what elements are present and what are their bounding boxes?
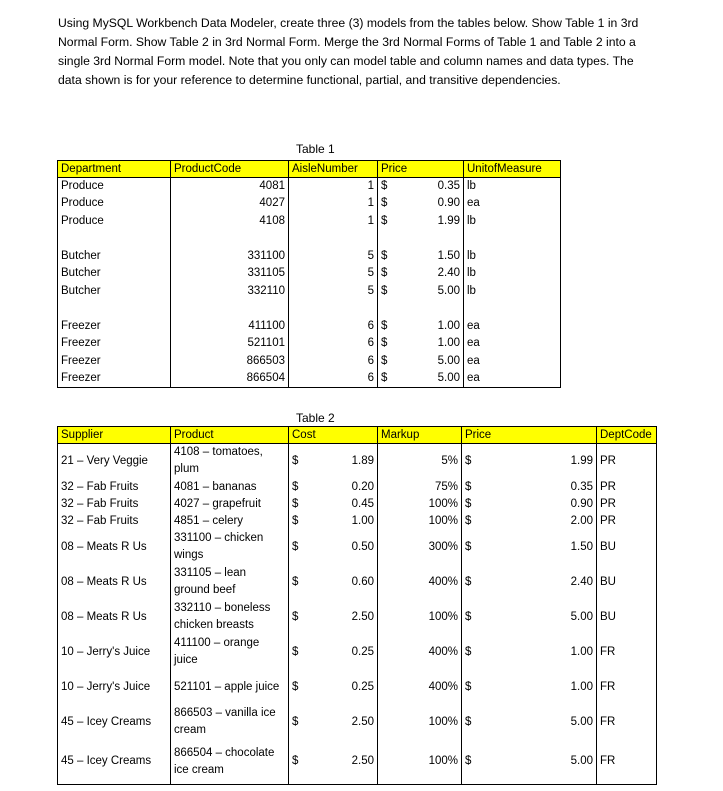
table1-spacer-row (58, 300, 561, 318)
dept-code-cell: FR (597, 740, 657, 785)
cost-cell: 2.50 (307, 600, 378, 635)
table1-header: ProductCode (171, 161, 289, 178)
markup-cell: 300% (378, 530, 462, 565)
empty-cell (378, 300, 394, 318)
table2-row (58, 600, 657, 635)
unit-cell: lb (464, 178, 561, 196)
price-cell: 1.00 (394, 318, 464, 336)
table2-header: DeptCode (597, 427, 657, 444)
currency-cell: $ (292, 497, 299, 510)
currency-cell: $ (292, 540, 299, 553)
price-cell: 0.90 (394, 195, 464, 213)
product-code-cell: 331105 (171, 265, 289, 283)
supplier-cell: 32 – Fab Fruits (58, 479, 171, 496)
cost-cell: 0.25 (307, 635, 378, 670)
price-cell: 1.00 (478, 670, 597, 705)
cost-cell: 2.50 (307, 740, 378, 785)
aisle-number-cell: 5 (289, 248, 378, 266)
product-cell: 866504 – chocolate ice cream (171, 740, 289, 785)
product-cell: 4851 – celery (171, 513, 289, 530)
price-cell: 0.90 (478, 496, 597, 513)
unit-cell: ea (464, 370, 561, 388)
table2-row (58, 670, 657, 705)
table1-row (58, 353, 561, 371)
cost-cell: 0.60 (307, 565, 378, 600)
table2-row (58, 740, 657, 785)
currency-cell: $ (381, 267, 388, 280)
table1-row (58, 213, 561, 231)
markup-cell: 400% (378, 670, 462, 705)
table2-row (58, 705, 657, 740)
markup-cell: 100% (378, 496, 462, 513)
dept-code-cell: BU (597, 565, 657, 600)
supplier-cell: 10 – Jerry's Juice (58, 670, 171, 705)
empty-cell (289, 300, 378, 318)
currency-cell: $ (465, 680, 472, 693)
currency-cell: $ (465, 610, 472, 623)
empty-cell (464, 230, 561, 248)
table1-caption: Table 1 (296, 142, 335, 156)
aisle-number-cell: 1 (289, 213, 378, 231)
department-cell: Produce (58, 213, 171, 231)
product-code-cell: 4027 (171, 195, 289, 213)
table2-header: Supplier (58, 427, 171, 444)
dept-code-cell: FR (597, 635, 657, 670)
price-cell: 1.00 (478, 635, 597, 670)
table1-row (58, 265, 561, 283)
currency-cell: $ (381, 284, 388, 297)
dept-code-cell: FR (597, 705, 657, 740)
product-cell: 332110 – boneless chicken breasts (171, 600, 289, 635)
department-cell: Freezer (58, 370, 171, 388)
dept-code-cell: PR (597, 513, 657, 530)
supplier-cell: 45 – Icey Creams (58, 705, 171, 740)
empty-cell (464, 300, 561, 318)
table1-row (58, 335, 561, 353)
currency-cell: $ (381, 337, 388, 350)
empty-cell (171, 230, 289, 248)
product-code-cell: 331100 (171, 248, 289, 266)
currency-cell: $ (465, 540, 472, 553)
table1-row (58, 283, 561, 301)
currency-cell: $ (465, 645, 472, 658)
table1-row (58, 195, 561, 213)
aisle-number-cell: 1 (289, 178, 378, 196)
product-cell: 866503 – vanilla ice cream (171, 705, 289, 740)
markup-cell: 100% (378, 740, 462, 785)
markup-cell: 400% (378, 635, 462, 670)
product-cell: 4027 – grapefruit (171, 496, 289, 513)
supplier-cell: 32 – Fab Fruits (58, 513, 171, 530)
cost-cell: 1.89 (307, 444, 378, 479)
cost-cell: 2.50 (307, 705, 378, 740)
table2-row (58, 444, 657, 479)
currency-cell: $ (465, 715, 472, 728)
product-code-cell: 4081 (171, 178, 289, 196)
dept-code-cell: FR (597, 670, 657, 705)
dept-code-cell: PR (597, 444, 657, 479)
price-cell: 5.00 (394, 353, 464, 371)
price-cell: 0.35 (478, 479, 597, 496)
table2-header: Markup (378, 427, 462, 444)
currency-cell: $ (381, 354, 388, 367)
markup-cell: 100% (378, 513, 462, 530)
currency-cell: $ (465, 497, 472, 510)
table1-header: Price (378, 161, 464, 178)
dept-code-cell: BU (597, 530, 657, 565)
currency-cell: $ (465, 454, 472, 467)
empty-cell (378, 230, 394, 248)
currency-cell: $ (381, 214, 388, 227)
markup-cell: 400% (378, 565, 462, 600)
unit-cell: lb (464, 248, 561, 266)
price-cell: 0.35 (394, 178, 464, 196)
aisle-number-cell: 6 (289, 335, 378, 353)
markup-cell: 75% (378, 479, 462, 496)
department-cell: Butcher (58, 265, 171, 283)
currency-cell: $ (292, 645, 299, 658)
supplier-cell: 08 – Meats R Us (58, 600, 171, 635)
product-cell: 411100 – orange juice (171, 635, 289, 670)
currency-cell: $ (465, 575, 472, 588)
supplier-cell: 08 – Meats R Us (58, 565, 171, 600)
unit-cell: lb (464, 265, 561, 283)
table1 (57, 160, 561, 388)
currency-cell: $ (292, 575, 299, 588)
price-cell: 5.00 (394, 370, 464, 388)
product-code-cell: 4108 (171, 213, 289, 231)
price-cell: 2.00 (478, 513, 597, 530)
currency-cell: $ (381, 180, 388, 192)
product-code-cell: 411100 (171, 318, 289, 336)
table1-row (58, 248, 561, 266)
currency-cell: $ (465, 514, 472, 527)
unit-cell: ea (464, 195, 561, 213)
dept-code-cell: PR (597, 496, 657, 513)
price-cell: 5.00 (478, 705, 597, 740)
price-cell: 5.00 (394, 283, 464, 301)
markup-cell: 5% (378, 444, 462, 479)
table2-row (58, 635, 657, 670)
currency-cell: $ (289, 740, 307, 785)
price-cell: 2.40 (478, 565, 597, 600)
currency-cell: $ (462, 740, 478, 785)
supplier-cell: 32 – Fab Fruits (58, 496, 171, 513)
product-cell: 331100 – chicken wings (171, 530, 289, 565)
table1-row (58, 318, 561, 336)
cost-cell: 0.45 (307, 496, 378, 513)
aisle-number-cell: 6 (289, 318, 378, 336)
currency-cell: $ (292, 610, 299, 623)
product-code-cell: 866503 (171, 353, 289, 371)
currency-cell: $ (292, 680, 299, 693)
cost-cell: 0.25 (307, 670, 378, 705)
table1-header: AisleNumber (289, 161, 378, 178)
product-code-cell: 332110 (171, 283, 289, 301)
currency-cell: $ (465, 480, 472, 493)
table2-row (58, 513, 657, 530)
aisle-number-cell: 5 (289, 265, 378, 283)
currency-cell: $ (381, 319, 388, 332)
product-cell: 521101 – apple juice (171, 670, 289, 705)
unit-cell: ea (464, 318, 561, 336)
price-cell: 1.50 (394, 248, 464, 266)
currency-cell: $ (292, 514, 299, 527)
aisle-number-cell: 5 (289, 283, 378, 301)
department-cell: Freezer (58, 335, 171, 353)
price-cell: 5.00 (478, 600, 597, 635)
department-cell: Freezer (58, 353, 171, 371)
price-cell: 1.50 (478, 530, 597, 565)
currency-cell: $ (378, 370, 394, 388)
empty-cell (58, 300, 171, 318)
supplier-cell: 10 – Jerry's Juice (58, 635, 171, 670)
table2-header: Product (171, 427, 289, 444)
empty-cell (394, 300, 464, 318)
unit-cell: lb (464, 283, 561, 301)
table2-header: Price (462, 427, 597, 444)
currency-cell: $ (292, 715, 299, 728)
table2-caption: Table 2 (296, 411, 335, 425)
dept-code-cell: BU (597, 600, 657, 635)
department-cell: Butcher (58, 248, 171, 266)
dept-code-cell: PR (597, 479, 657, 496)
cost-cell: 0.20 (307, 479, 378, 496)
supplier-cell: 21 – Very Veggie (58, 444, 171, 479)
currency-cell: $ (292, 480, 299, 493)
currency-cell: $ (381, 249, 388, 262)
product-cell: 4108 – tomatoes, plum (171, 444, 289, 479)
cost-cell: 0.50 (307, 530, 378, 565)
price-cell: 1.99 (394, 213, 464, 231)
table2 (57, 426, 657, 785)
empty-cell (289, 230, 378, 248)
empty-cell (394, 230, 464, 248)
table2-row (58, 496, 657, 513)
aisle-number-cell: 1 (289, 195, 378, 213)
empty-cell (171, 300, 289, 318)
instructions-text: Using MySQL Workbench Data Modeler, create three (3) models from the tables below. Show Table 1 in 3rd Normal Form. Show Table 2 in 3rd Normal Form. Merge the 3rd Normal Forms of Table 1 and Table 2 into a single 3rd Normal Form model. Note that you only can model table and column names and data types. The data shown is for your reference to determine functional, partial, and transitive dependencies. (58, 16, 639, 87)
table1-row (58, 370, 561, 388)
table2-row (58, 479, 657, 496)
product-cell: 331105 – lean ground beef (171, 565, 289, 600)
table1-header: Department (58, 161, 171, 178)
currency-cell: $ (292, 454, 299, 467)
supplier-cell: 45 – Icey Creams (58, 740, 171, 785)
price-cell: 5.00 (478, 740, 597, 785)
aisle-number-cell: 6 (289, 353, 378, 371)
aisle-number-cell: 6 (289, 370, 378, 388)
department-cell: Freezer (58, 318, 171, 336)
empty-cell (58, 230, 171, 248)
product-code-cell: 521101 (171, 335, 289, 353)
table2-row (58, 530, 657, 565)
markup-cell: 100% (378, 600, 462, 635)
cost-cell: 1.00 (307, 513, 378, 530)
table2-row (58, 565, 657, 600)
price-cell: 1.00 (394, 335, 464, 353)
product-cell: 4081 – bananas (171, 479, 289, 496)
unit-cell: lb (464, 213, 561, 231)
price-cell: 2.40 (394, 265, 464, 283)
product-code-cell: 866504 (171, 370, 289, 388)
table2-header: Cost (289, 427, 378, 444)
currency-cell: $ (381, 197, 388, 210)
department-cell: Produce (58, 195, 171, 213)
table1-spacer-row (58, 230, 561, 248)
table1-header: UnitofMeasure (464, 161, 561, 178)
supplier-cell: 08 – Meats R Us (58, 530, 171, 565)
price-cell: 1.99 (478, 444, 597, 479)
markup-cell: 100% (378, 705, 462, 740)
unit-cell: ea (464, 353, 561, 371)
unit-cell: ea (464, 335, 561, 353)
table1-header-row (58, 161, 561, 178)
table2-header-row (58, 427, 657, 444)
table1-row (58, 178, 561, 196)
department-cell: Butcher (58, 283, 171, 301)
department-cell: Produce (58, 178, 171, 196)
